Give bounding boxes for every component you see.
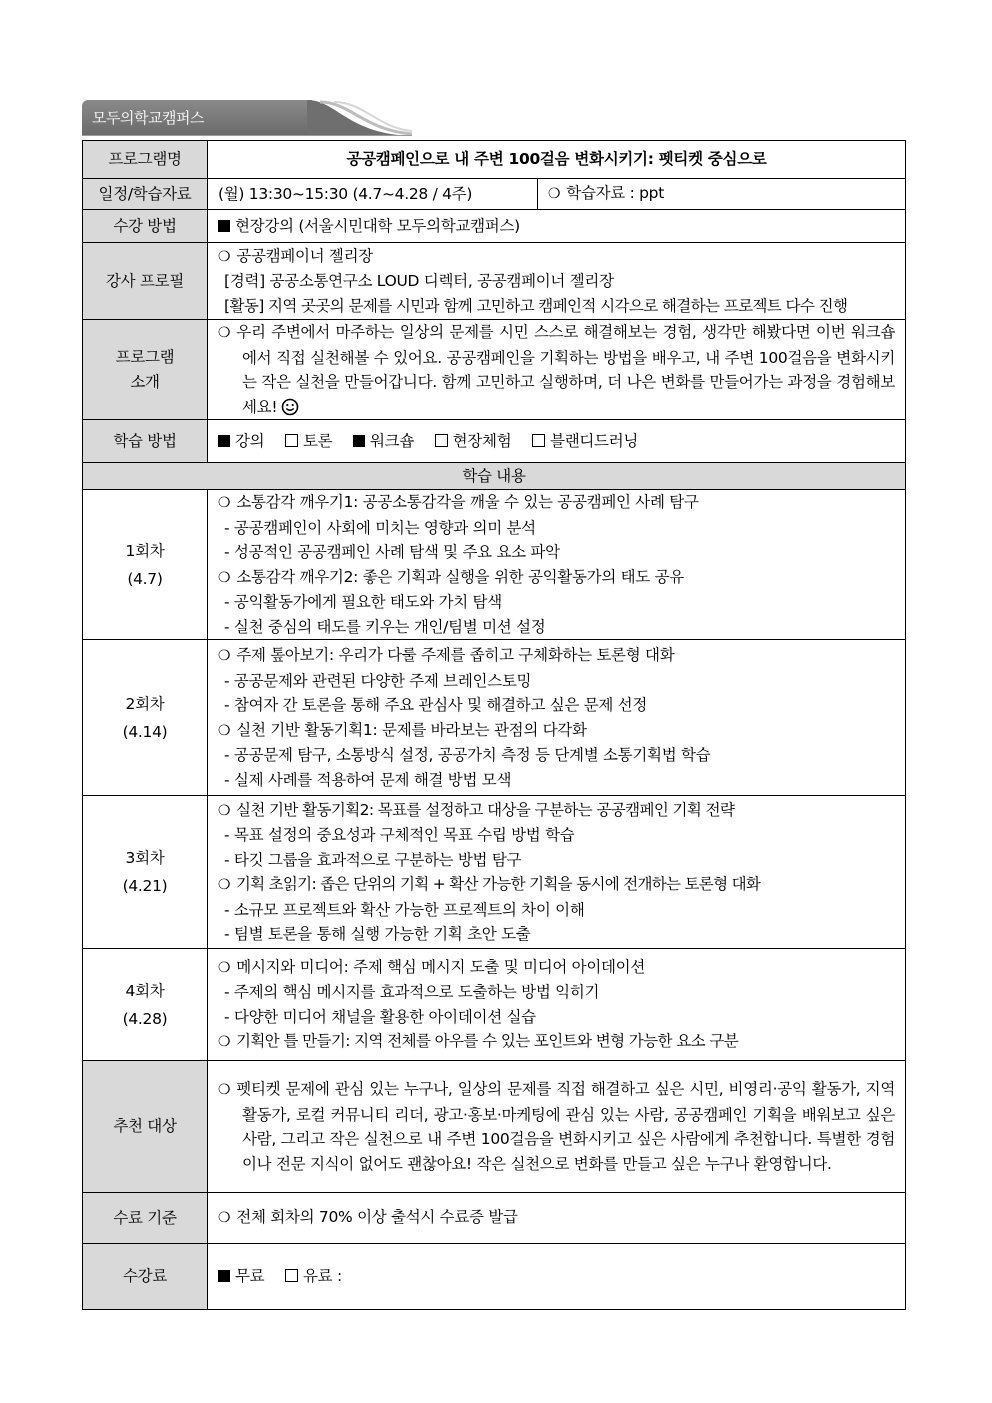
session-sub: - 다양한 미디어 채널을 활용한 아이데이션 실습 xyxy=(224,1007,536,1026)
row-session-1 xyxy=(83,490,906,640)
session-3-content xyxy=(208,796,906,949)
session-topic: ❍ 메시지와 미디어: 주제 핵심 메시지 도출 및 미디어 아이데이션 xyxy=(218,957,646,976)
circle-bullet-icon: ❍ xyxy=(218,248,231,265)
session-2-content xyxy=(208,640,906,796)
row-method xyxy=(83,420,906,463)
instructor-career: [경력] 공공소통연구소 LOUD 디렉터, 공공캠페이너 젤리장 xyxy=(224,272,614,291)
intro-text: 우리 주변에서 마주하는 일상의 문제를 시민 스스로 해결해보는 경험, 생각만 해봤다면 이번 워크숍에서 직접 실천해볼 수 있어요. 공공캠페인을 기획하는 방법을 배우고, 내 주변 100걸음을 변화시키는 작은 실천을 만들어갑니다. 함께 고민하고 실행하며, 더 나은 변화를 만들어가는 과정을 경험해보세요! xyxy=(236,323,895,416)
circle-bullet-icon: ❍ xyxy=(218,877,230,893)
unchecked-square-icon xyxy=(285,1269,298,1282)
target-text: 펫티켓 문제에 관심 있는 누구나, 일상의 문제를 직접 해결하고 싶은 시민, 비영리·공익 활동가, 지역 활동가, 로컬 커뮤니티 리더, 광고·홍보·마케팅에 관심 있는 사람, 공공캠페인 기획을 배워보고 싶은 사람, 그리고 작은 실천으로 내 주변 100걸음을 변화시키고 싶은 사람에게 추천합니다. 특별한 경험이나 전문 지식이 없어도 괜찮아요! 작은 실천으로 변화를 만들고 싶은 누구나 환영합니다. xyxy=(236,1080,895,1173)
circle-bullet-icon: ❍ xyxy=(218,569,231,586)
session-sub: - 팀별 토론을 통해 실행 가능한 기획 초안 도출 xyxy=(224,925,531,943)
program-table xyxy=(82,140,906,1310)
method-discussion: 토론 xyxy=(285,432,332,450)
row-intro xyxy=(83,320,906,420)
fee-options xyxy=(208,1244,906,1310)
session-topic: ❍ 기획안 틀 만들기: 지역 전체를 아우를 수 있는 포인트와 변형 가능한 요소 구분 xyxy=(218,1032,739,1050)
row-session-2 xyxy=(83,640,906,796)
circle-bullet-icon: ❍ xyxy=(218,722,231,739)
session-topic: ❍ 소통감각 깨우기2: 좋은 기획과 실행을 위한 공익활동가의 태도 공유 xyxy=(218,567,684,586)
target-audience xyxy=(208,1061,906,1193)
checked-square-icon xyxy=(218,1270,230,1282)
session-4-content xyxy=(208,949,906,1061)
session-sub: - 타깃 그룹을 효과적으로 구분하는 방법 탐구 xyxy=(224,850,522,869)
fee-free: 무료 xyxy=(218,1267,264,1285)
row-target xyxy=(83,1061,906,1193)
circle-bullet-icon: ❍ xyxy=(218,1082,231,1098)
method-label: 학습 방법 xyxy=(83,420,208,463)
session-sub: - 실제 사례를 적용하여 문제 해결 방법 모색 xyxy=(224,770,512,789)
completion-value: ❍ 전체 회차의 70% 이상 출석시 수료증 발급 xyxy=(208,1193,906,1244)
row-fee xyxy=(83,1244,906,1310)
instructor-profile xyxy=(208,243,906,320)
session-sub: - 참여자 간 토론을 통해 주요 관심사 및 해결하고 싶은 문제 선정 xyxy=(224,696,648,714)
session-sub: - 공공문제 탐구, 소통방식 설정, 공공가치 측정 등 단계별 소통기획법 학습 xyxy=(224,746,711,764)
row-instructor xyxy=(83,243,906,320)
method-options xyxy=(208,420,906,463)
session-sub: - 주제의 핵심 메시지를 효과적으로 도출하는 방법 익히기 xyxy=(224,983,600,1001)
campus-header-tab xyxy=(82,100,412,136)
session-1-content xyxy=(208,490,906,640)
session-sub: - 소규모 프로젝트와 확산 가능한 프로젝트의 차이 이해 xyxy=(224,900,585,919)
fee-label: 수강료 xyxy=(83,1244,208,1310)
method-blended: 블랜디드러닝 xyxy=(532,432,638,450)
session-1-label: 1회차 (4.7) xyxy=(83,490,208,640)
circle-bullet-icon: ❍ xyxy=(218,802,230,819)
attendance-label: 수강 방법 xyxy=(83,210,208,243)
schedule-label: 일정/학습자료 xyxy=(83,179,208,210)
intro-label: 프로그램 소개 xyxy=(83,320,208,420)
session-topic: ❍ 실천 기반 활동기획2: 목표를 설정하고 대상을 구분하는 공공캠페인 기획 전략 xyxy=(218,800,735,819)
session-topic: ❍ 주제 톺아보기: 우리가 다룰 주제를 좁히고 구체화하는 토론형 대화 xyxy=(218,646,675,664)
method-workshop: 워크숍 xyxy=(353,432,414,450)
row-session-3 xyxy=(83,796,906,949)
session-sub: - 공공문제와 관련된 다양한 주제 브레인스토밍 xyxy=(224,671,532,690)
circle-bullet-icon: ❍ xyxy=(218,1210,231,1227)
method-lecture: 강의 xyxy=(218,432,264,450)
circle-bullet-icon: ❍ xyxy=(218,959,231,976)
session-topic: ❍ 실천 기반 활동기획1: 문제를 바라보는 관점의 다각화 xyxy=(218,720,587,739)
fee-paid: 유료 : xyxy=(285,1267,342,1285)
session-2-label: 2회차 (4.14) xyxy=(83,640,208,796)
program-name-label: 프로그램명 xyxy=(83,141,208,179)
smiley-icon xyxy=(281,398,299,416)
checked-square-icon xyxy=(218,435,230,447)
instructor-activity: [활동] 지역 곳곳의 문제를 시민과 함께 고민하고 캠페인적 시각으로 해결하는 프로젝트 다수 진행 xyxy=(224,296,848,315)
row-content-header xyxy=(83,463,906,490)
program-intro xyxy=(208,320,906,420)
attendance-value: 현장강의 (서울시민대학 모두의학교캠퍼스) xyxy=(208,210,906,243)
completion-label: 수료 기준 xyxy=(83,1193,208,1244)
row-program-name xyxy=(83,141,906,179)
target-label: 추천 대상 xyxy=(83,1061,208,1193)
unchecked-square-icon xyxy=(532,434,545,447)
row-completion xyxy=(83,1193,906,1244)
circle-bullet-icon: ❍ xyxy=(218,648,231,664)
session-sub: - 실천 중심의 태도를 키우는 개인/팀별 미션 설정 xyxy=(224,617,546,636)
circle-bullet-icon: ❍ xyxy=(218,325,231,341)
unchecked-square-icon xyxy=(435,434,448,447)
materials-value: ❍ 학습자료 : ppt xyxy=(538,179,906,210)
session-4-label: 4회차 (4.28) xyxy=(83,949,208,1061)
program-title: 공공캠페인으로 내 주변 100걸음 변화시키기: 펫티켓 중심으로 xyxy=(208,141,906,179)
instructor-label: 강사 프로필 xyxy=(83,243,208,320)
session-sub: - 목표 설정의 중요성과 구체적인 목표 수립 방법 학습 xyxy=(224,826,575,844)
schedule-value: (월) 13:30~15:30 (4.7~4.28 / 4주) xyxy=(208,179,538,210)
content-header: 학습 내용 xyxy=(83,463,906,490)
session-sub: - 공공캠페인이 사회에 미치는 영향과 의미 분석 xyxy=(224,518,536,537)
circle-bullet-icon: ❍ xyxy=(548,186,561,203)
circle-bullet-icon: ❍ xyxy=(218,1034,230,1050)
session-sub: - 공익활동가에게 필요한 태도와 가치 탐색 xyxy=(224,593,502,611)
campus-tab-label: 모두의학교캠퍼스 xyxy=(92,109,204,127)
checked-square-icon xyxy=(218,220,230,232)
row-session-4 xyxy=(83,949,906,1061)
checked-square-icon xyxy=(353,435,365,447)
session-topic: ❍ 기획 초읽기: 좁은 단위의 기획 + 확산 가능한 기획을 동시에 전개하는 토론형 대화 xyxy=(218,875,761,893)
unchecked-square-icon xyxy=(285,434,298,447)
instructor-name: ❍ 공공캠페이너 젤리장 xyxy=(218,246,373,265)
session-topic: ❍ 소통감각 깨우기1: 공공소통감각을 깨울 수 있는 공공캠페인 사례 탐구 xyxy=(218,493,699,511)
row-attendance xyxy=(83,210,906,243)
circle-bullet-icon: ❍ xyxy=(218,495,231,511)
row-schedule xyxy=(83,179,906,210)
session-sub: - 성공적인 공공캠페인 사례 탐색 및 주요 요소 파악 xyxy=(224,543,560,561)
session-3-label: 3회차 (4.21) xyxy=(83,796,208,949)
method-field: 현장체험 xyxy=(435,432,512,450)
